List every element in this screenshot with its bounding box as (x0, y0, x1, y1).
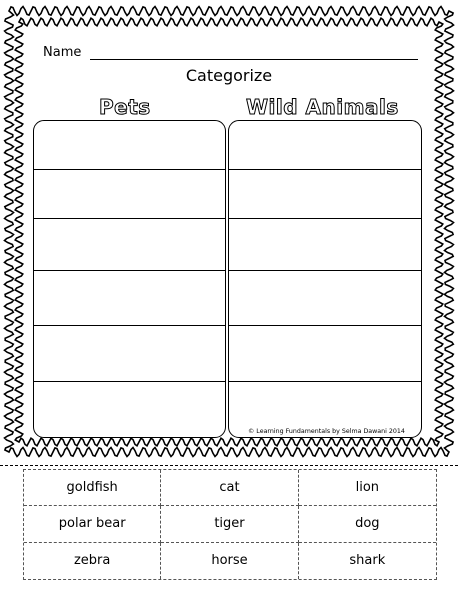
column-heading-wild-animals: Wild Animals (246, 95, 399, 119)
row-divider (229, 381, 421, 382)
row-divider (229, 270, 421, 271)
word-card-grid (23, 469, 437, 580)
row-divider (229, 169, 421, 170)
word-card[interactable]: lion (299, 470, 436, 506)
word-card[interactable]: shark (349, 553, 386, 569)
pets-column[interactable] (33, 120, 226, 438)
wild-animals-column[interactable] (228, 120, 422, 438)
row-divider (34, 218, 225, 219)
word-card[interactable]: polar bear (24, 506, 161, 542)
word-card[interactable]: zebra (24, 543, 161, 579)
row-divider (229, 218, 421, 219)
row-divider (34, 325, 225, 326)
word-card[interactable]: cat (161, 470, 298, 506)
column-heading-pets: Pets (99, 95, 151, 119)
row-divider (34, 270, 225, 271)
name-write-line[interactable] (90, 59, 418, 60)
worksheet-title: Categorize (185, 66, 273, 85)
row-divider (229, 325, 421, 326)
cut-line (0, 465, 458, 466)
word-card[interactable]: horse (161, 543, 298, 579)
name-label: Name (43, 45, 82, 60)
word-card[interactable]: dog (299, 506, 436, 542)
row-divider (34, 169, 225, 170)
copyright-text: © Learning Fundamentals by Selma Dawani 2014 (248, 428, 405, 435)
row-divider (34, 381, 225, 382)
word-card[interactable]: goldfish (24, 470, 161, 506)
word-card[interactable]: tiger (161, 506, 298, 542)
